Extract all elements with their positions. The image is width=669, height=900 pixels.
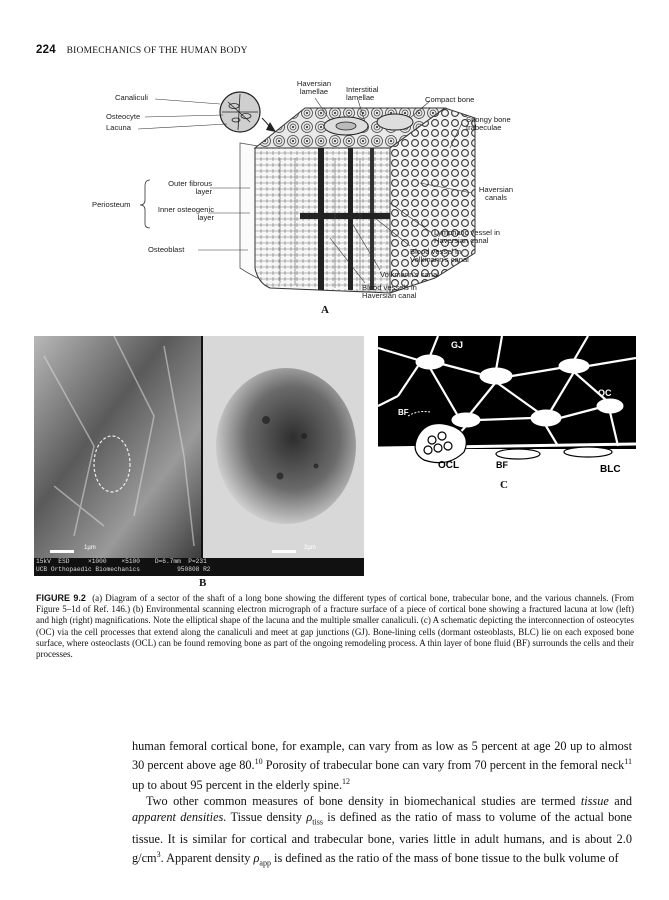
label-canaliculi: Canaliculi	[115, 93, 148, 102]
panel-letter-c: C	[500, 479, 508, 491]
label-lymphatic-vessel: Lymphatic vessel in Haversian canal	[434, 228, 500, 246]
label-bf-bottom: BF	[496, 460, 508, 470]
sem-micrograph	[34, 336, 364, 576]
sem-metadata-line1: 15kV ESD ×1000 ×5100 D=6.7mm P=231	[36, 558, 207, 565]
paragraph-2: Two other common measures of bone density in biomechanical studies are termed tissue and apparent densities. Tissue density $\rho_{tiss}$ is defined as the ratio of mass to volume of the actual bone tissue. It is similar for cortical and trabecular bone, varies little in adult humans, and is about 2.0 $g/cm^3$. Apparent density $\rho_{app}$ is defined as the ratio of the mass of bone tissue to the bulk volume of	[132, 793, 632, 868]
panel-letter-b: B	[199, 577, 207, 589]
figure-c	[378, 336, 636, 496]
figure-caption	[36, 593, 634, 660]
scale-label-right: 2µm	[304, 545, 316, 551]
label-lacuna: Lacuna	[106, 123, 131, 132]
label-interstitial-lamellae: Interstitial lamellae	[346, 85, 379, 103]
label-haversian-lamellae: Haversian lamellae	[296, 79, 332, 97]
panel-letter-a: A	[321, 304, 329, 316]
label-spongy-bone: Spongy bone trabeculae	[466, 115, 511, 133]
figure-a	[90, 78, 560, 318]
figure-label: FIGURE 9.2	[36, 593, 86, 603]
page-number: 224	[36, 44, 56, 56]
label-periosteum: Periosteum	[92, 200, 131, 209]
running-header	[36, 44, 248, 56]
caption-text: (a) Diagram of a sector of the shaft of a long bone showing the different types of cortical bone, trabecular bone, and the various channels. (From Figure 5–1d of Ref. 146.) (b) Environmental scanning electron micrograph of a fracture surface of a piece of cortical bone showing a fractured lacuna at low (left) and high (right) magnifications. Note the elliptical shape of the lacuna and the multiple smaller canaliculi. (c) A schematic depicting the interconnection of osteocytes (OC) via the cell processes that extend along the canaliculi and meet at gap junctions (GJ). Bone-lining cells (dormant osteoblasts, BLC) lie on each exposed bone surface, where osteoclasts (OCL) can be found removing bone as part of the ongoing remodeling process. A thin layer of bone fluid (BF) surrounds the cells and their processes.	[36, 593, 634, 660]
scale-label-left: 1µm	[84, 545, 96, 551]
osteocyte-network-schematic	[378, 336, 636, 476]
label-bf-top: BF	[398, 408, 409, 417]
figure-b	[34, 336, 364, 591]
label-osteoblast: Osteoblast	[148, 245, 185, 254]
sem-metadata-line2: UCB Orthopaedic Biomechanics 950808 R2	[36, 566, 211, 573]
label-outer-fibrous-layer: Outer fibrous layer	[168, 179, 212, 197]
label-compact-bone: Compact bone	[425, 95, 475, 104]
label-ocl: OCL	[438, 460, 460, 471]
label-blood-vessels-haversian: Blood vessels in Haversian canal	[362, 283, 417, 301]
label-osteocyte: Osteocyte	[106, 112, 141, 121]
body-text	[132, 738, 632, 872]
running-title: BIOMECHANICS OF THE HUMAN BODY	[66, 46, 248, 56]
label-gj: GJ	[451, 340, 464, 350]
label-blood-vessel-volkmann: Blood vessel in Volkmann's canal	[410, 247, 469, 265]
label-volkmanns-canal: Volkmann's canal	[380, 270, 439, 279]
label-haversian-canals: Haversian canals	[478, 185, 514, 203]
paragraph-1: human femoral cortical bone, for example, can vary from as low as 5 percent at age 20 up to almost 30 percent above age 80.10 Porosity of trabecular bone can vary from 70 percent in the femoral neck$^{11}$ up to about 95 percent in the elderly spine.$^{12}$	[132, 739, 633, 792]
label-inner-osteogenic-layer: Inner osteogenic layer	[157, 205, 214, 223]
label-oc: OC	[598, 388, 612, 398]
label-blc: BLC	[600, 464, 621, 475]
